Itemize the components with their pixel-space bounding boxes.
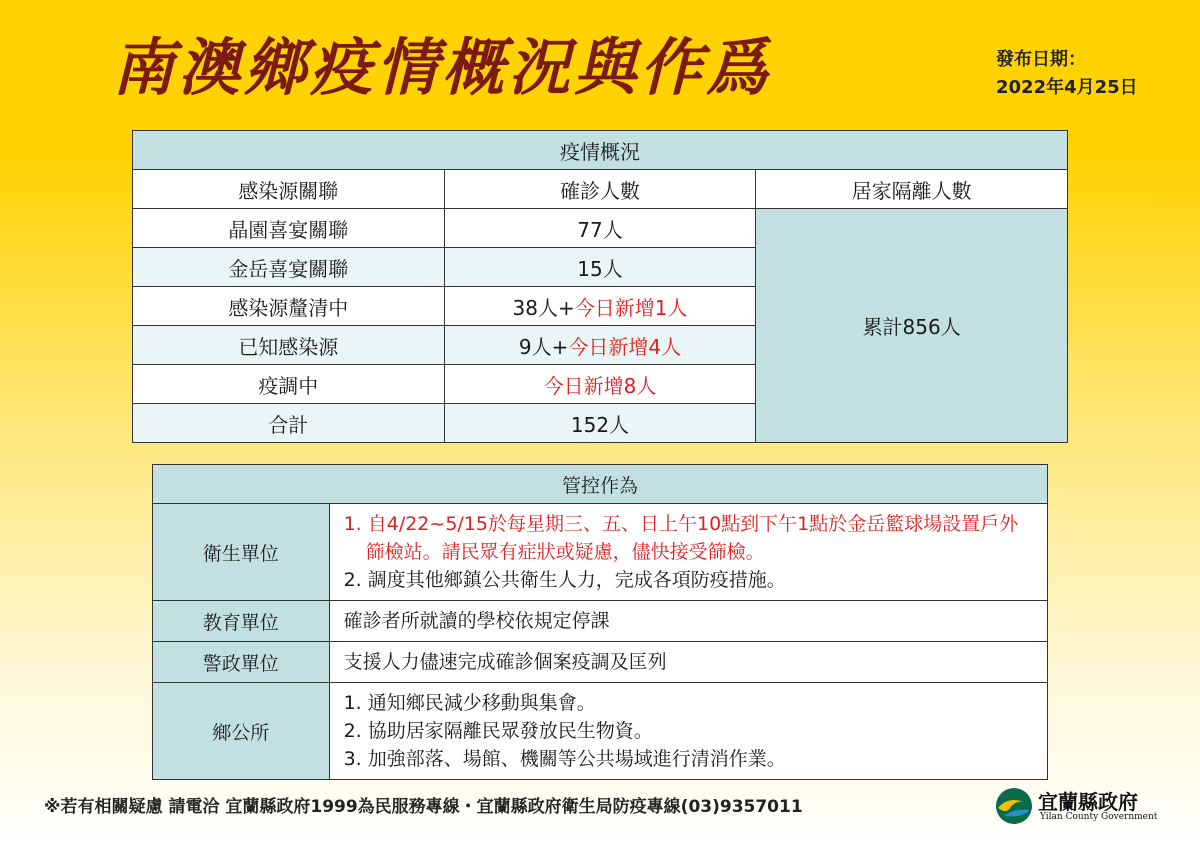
measure-item: 3. 加強部落、場館、機關等公共場域進行清消作業。: [343, 748, 786, 770]
unit-measures: [329, 601, 1047, 642]
column-header-isolation: 居家隔離人數: [756, 170, 1068, 209]
unit-name: 衛生單位: [153, 504, 330, 601]
publish-date-value: 2022年4月25日: [996, 77, 1138, 98]
row-source: 金岳喜宴關聯: [133, 248, 445, 287]
row-count: 38人+今日新增1人: [444, 287, 756, 326]
unit-name: 警政單位: [153, 642, 330, 683]
measure-item: 2. 協助居家隔離民眾發放民生物資。: [343, 720, 653, 742]
publish-date: [996, 46, 1138, 102]
situation-table: [132, 130, 1068, 443]
total-label: 合計: [133, 404, 445, 443]
control-heading: 管控作為: [153, 465, 1048, 504]
table-row: [153, 601, 1048, 642]
table-row: [133, 209, 1068, 248]
logo-name-en: Yilan County Government: [1040, 812, 1158, 822]
table-row: [153, 504, 1048, 601]
column-header-source: 感染源關聯: [133, 170, 445, 209]
row-count: 77人: [444, 209, 756, 248]
row-count: 9人+今日新增4人: [444, 326, 756, 365]
table-row: [153, 642, 1048, 683]
measure-item: 支援人力儘速完成確診個案疫調及匡列: [343, 651, 667, 673]
government-logo: [994, 784, 1164, 830]
measure-item: 1. 通知鄉民減少移動與集會。: [343, 692, 596, 714]
row-source: 晶園喜宴關聯: [133, 209, 445, 248]
control-table: [152, 464, 1048, 780]
page-title: 南澳鄉疫情概況與作爲: [112, 31, 773, 104]
isolation-total: 累計856人: [756, 209, 1068, 443]
logo-name-cn: 宜蘭縣政府: [1038, 790, 1138, 814]
publish-label: 發布日期：: [996, 49, 1086, 70]
measure-item: 確診者所就讀的學校依規定停課: [343, 610, 610, 632]
unit-measures: [329, 504, 1047, 601]
row-source: 感染源釐清中: [133, 287, 445, 326]
yilan-emblem-icon: [994, 786, 1034, 826]
column-header-cases: 確診人數: [444, 170, 756, 209]
situation-heading: 疫情概況: [133, 131, 1068, 170]
contact-footer: ※若有相關疑慮 請電洽 宜蘭縣政府1999為民服務專線・宜蘭縣政府衛生局防疫專線(03)9357011: [44, 797, 803, 817]
row-count: 15人: [444, 248, 756, 287]
measure-item: 2. 調度其他鄉鎮公共衛生人力，完成各項防疫措施。: [343, 569, 786, 591]
table-row: [153, 683, 1048, 780]
total-value: 152人: [444, 404, 756, 443]
unit-measures: [329, 683, 1047, 780]
unit-name: 教育單位: [153, 601, 330, 642]
unit-measures: [329, 642, 1047, 683]
row-source: 已知感染源: [133, 326, 445, 365]
row-count: 今日新增8人: [444, 365, 756, 404]
row-source: 疫調中: [133, 365, 445, 404]
unit-name: 鄉公所: [153, 683, 330, 780]
measure-item: 1. 自4/22~5/15於每星期三、五、日上午10點到下午1點於金岳籃球場設置戶外篩檢站。請民眾有症狀或疑慮，儘快接受篩檢。: [343, 513, 1019, 563]
